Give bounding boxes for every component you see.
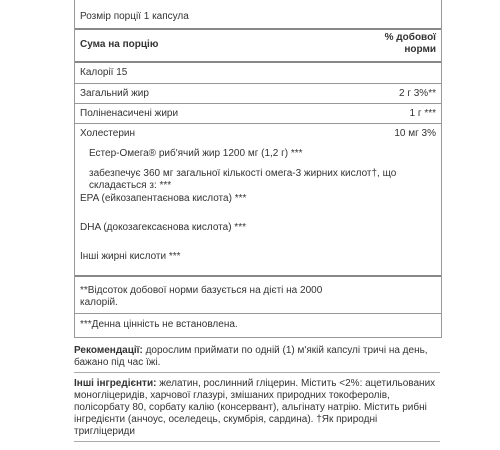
other-ingredients-label: Інші інгредієнти:	[74, 378, 157, 389]
serving-size: Розмір порції 1 капсула	[80, 11, 189, 22]
divider	[75, 61, 441, 63]
other-ingredients-line3: полісорбату 80, сорбату калію (консервант), альгінату натрію. Містить рибні	[74, 402, 427, 413]
omega-note-line2: складається з: ***	[89, 180, 172, 191]
recommendation-label: Рекомендації:	[74, 345, 143, 356]
footnote-daily-line1: **Відсоток добової норми базується на дієті на 2000	[80, 285, 323, 296]
footnote-not-established: ***Денна цінність не встановлена.	[80, 319, 238, 330]
other-ingredients-line2: моногліцеридів, харчової глазурі, змішаних природних токоферолів,	[74, 390, 390, 401]
recommendation-line1	[74, 345, 440, 357]
total-fat-value: 2 г 3%**	[398, 88, 436, 99]
recommendation-text: дорослим приймати по одній (1) м'якій капсулі тричі на день,	[142, 345, 428, 356]
nutrition-table	[74, 0, 442, 338]
recommendation-line2: бажано під час їжі.	[74, 357, 161, 368]
ester-omega-line: Естер-Омега® риб'ячий жир 1200 мг (1,2 г) ***	[89, 148, 303, 159]
omega-note-line1: забезпечує 360 мг загальної кількості омега-3 жирних кислот†, що	[89, 168, 397, 179]
divider	[75, 275, 441, 277]
polyunsaturated-label: Поліненасичені жири	[80, 108, 179, 119]
divider	[74, 441, 440, 442]
daily-value-header-line1: % добової	[384, 32, 436, 43]
amount-per-serving-header: Сума на порцію	[80, 39, 159, 50]
dha-line: DHA (докозагексаєнова кислота) ***	[80, 222, 246, 233]
calories-label: Калорії 15	[80, 67, 128, 78]
total-fat-label: Загальний жир	[80, 88, 149, 99]
divider	[75, 123, 441, 124]
divider	[75, 313, 441, 314]
divider	[74, 372, 440, 373]
divider	[75, 83, 441, 84]
other-ingredients-line4: інгредієнти (анчоус, оселедець, скумбрія, сардина). †Як природні	[74, 414, 378, 425]
other-ingredients-text: желатин, рослинний гліцерин. Містить <2%: ацетильованих	[156, 378, 436, 389]
other-ingredients-line1	[74, 378, 440, 390]
epa-line: EPA (ейкозапентаєнова кислота) ***	[80, 193, 247, 204]
other-ingredients-line5: тригліцериди	[74, 426, 135, 437]
polyunsaturated-value: 1 г ***	[409, 108, 436, 119]
divider	[75, 103, 441, 104]
other-fatty-acids-line: Інші жирні кислоти ***	[80, 251, 181, 262]
supplement-facts-panel	[74, 0, 444, 450]
divider	[75, 28, 441, 30]
cholesterol-value: 10 мг 3%	[394, 128, 436, 139]
footnote-daily-line2: калорій.	[80, 297, 118, 308]
cholesterol-label: Холестерин	[80, 128, 135, 139]
daily-value-header-line2: норми	[404, 44, 436, 55]
